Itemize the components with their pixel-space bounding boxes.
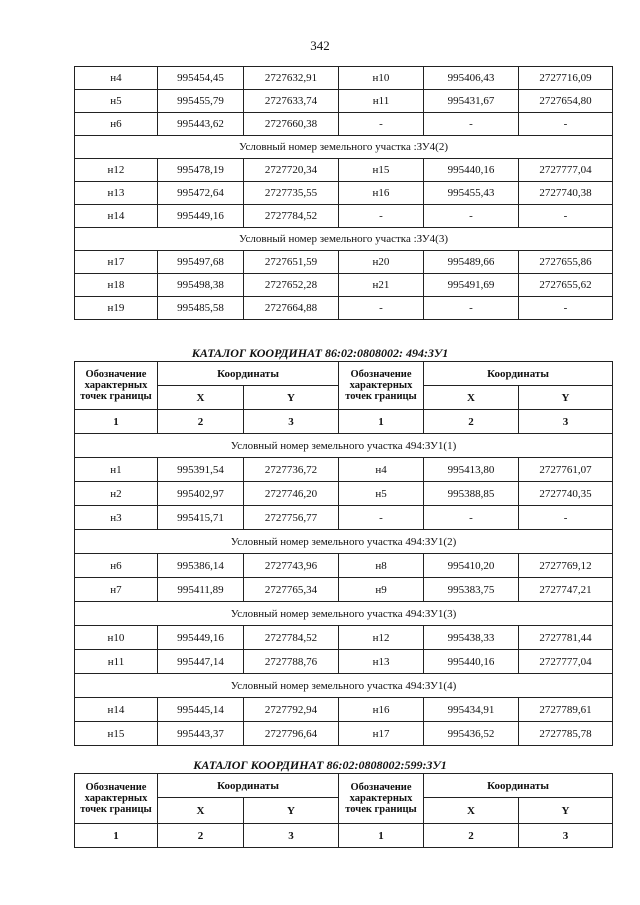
column-number: 3: [244, 824, 339, 848]
point-name-cell: -: [339, 506, 424, 530]
y-coordinate-cell: 2727720,34: [244, 159, 339, 182]
x-coordinate-cell: 995438,33: [424, 626, 519, 650]
y-coordinate-cell: 2727747,21: [519, 578, 613, 602]
x-coordinate-cell: -: [424, 506, 519, 530]
table-row: [75, 578, 613, 602]
section-row: [75, 602, 613, 626]
y-coordinate-cell: 2727632,91: [244, 67, 339, 90]
point-name-cell: -: [339, 297, 424, 320]
point-name-cell: н9: [339, 578, 424, 602]
column-number: 3: [519, 410, 613, 434]
column-number: 2: [424, 824, 519, 848]
point-name-cell: н15: [339, 159, 424, 182]
y-coordinate-cell: 2727716,09: [519, 67, 613, 90]
point-name-cell: н5: [75, 90, 158, 113]
header-coordinates: Координаты: [424, 362, 613, 386]
x-coordinate-cell: -: [424, 205, 519, 228]
x-coordinate-cell: 995454,45: [158, 67, 244, 90]
point-name-cell: н18: [75, 274, 158, 297]
y-coordinate-cell: 2727761,07: [519, 458, 613, 482]
table-row: [75, 205, 613, 228]
x-coordinate-cell: 995431,67: [424, 90, 519, 113]
point-name-cell: н16: [339, 698, 424, 722]
page-number: 342: [310, 38, 330, 53]
table-row: [75, 722, 613, 746]
header-y: Y: [519, 798, 613, 824]
x-coordinate-cell: 995443,37: [158, 722, 244, 746]
coordinates-table-continued: [74, 66, 613, 320]
point-name-cell: н7: [75, 578, 158, 602]
header-x: X: [424, 386, 519, 410]
x-coordinate-cell: 995388,85: [424, 482, 519, 506]
section-row: [75, 434, 613, 458]
header-coordinates: Координаты: [424, 774, 613, 798]
y-coordinate-cell: 2727784,52: [244, 626, 339, 650]
table-row: [75, 554, 613, 578]
x-coordinate-cell: 995449,16: [158, 626, 244, 650]
x-coordinate-cell: 995410,20: [424, 554, 519, 578]
x-coordinate-cell: 995445,14: [158, 698, 244, 722]
x-coordinate-cell: 995406,43: [424, 67, 519, 90]
catalog-title-599: КАТАЛОГ КООРДИНАТ 86:02:0808002:599:ЗУ1: [193, 758, 447, 772]
x-coordinate-cell: -: [424, 113, 519, 136]
y-coordinate-cell: 2727660,38: [244, 113, 339, 136]
point-name-cell: -: [339, 205, 424, 228]
table-row: [75, 113, 613, 136]
table-row: [75, 650, 613, 674]
point-name-cell: н16: [339, 182, 424, 205]
x-coordinate-cell: 995391,54: [158, 458, 244, 482]
header-x: X: [424, 798, 519, 824]
table-row: [75, 458, 613, 482]
header-y: Y: [244, 798, 339, 824]
table-row: [75, 626, 613, 650]
column-number: 3: [519, 824, 613, 848]
x-coordinate-cell: 995472,64: [158, 182, 244, 205]
header-point-designation: Обозначение характерных точек границы: [75, 362, 158, 410]
point-name-cell: н8: [339, 554, 424, 578]
point-name-cell: н17: [339, 722, 424, 746]
column-number: 1: [339, 824, 424, 848]
y-coordinate-cell: 2727740,35: [519, 482, 613, 506]
catalog-title-494: КАТАЛОГ КООРДИНАТ 86:02:0808002: 494:ЗУ1: [191, 346, 449, 360]
point-name-cell: н19: [75, 297, 158, 320]
column-number: 1: [75, 824, 158, 848]
point-name-cell: н17: [75, 251, 158, 274]
y-coordinate-cell: 2727796,64: [244, 722, 339, 746]
y-coordinate-cell: 2727784,52: [244, 205, 339, 228]
y-coordinate-cell: 2727756,77: [244, 506, 339, 530]
y-coordinate-cell: 2727654,80: [519, 90, 613, 113]
point-name-cell: н5: [339, 482, 424, 506]
x-coordinate-cell: 995455,43: [424, 182, 519, 205]
point-name-cell: н14: [75, 205, 158, 228]
y-coordinate-cell: 2727792,94: [244, 698, 339, 722]
x-coordinate-cell: 995440,16: [424, 159, 519, 182]
y-coordinate-cell: 2727777,04: [519, 159, 613, 182]
parcel-section-label: Условный номер земельного участка 494:ЗУ1(3): [75, 602, 613, 626]
point-name-cell: н6: [75, 554, 158, 578]
point-name-cell: н4: [75, 67, 158, 90]
y-coordinate-cell: 2727785,78: [519, 722, 613, 746]
x-coordinate-cell: 995413,80: [424, 458, 519, 482]
point-name-cell: н2: [75, 482, 158, 506]
table-row: [75, 506, 613, 530]
coordinates-table-494: [74, 361, 613, 746]
y-coordinate-cell: 2727633,74: [244, 90, 339, 113]
point-name-cell: н6: [75, 113, 158, 136]
parcel-section-label: Условный номер земельного участка 494:ЗУ1(2): [75, 530, 613, 554]
header-y: Y: [519, 386, 613, 410]
point-name-cell: н4: [339, 458, 424, 482]
column-number: 3: [244, 410, 339, 434]
x-coordinate-cell: 995436,52: [424, 722, 519, 746]
parcel-section-label: Условный номер земельного участка 494:ЗУ1(4): [75, 674, 613, 698]
parcel-section-label: Условный номер земельного участка :ЗУ4(2): [75, 136, 613, 159]
y-coordinate-cell: 2727735,55: [244, 182, 339, 205]
table-row: [75, 274, 613, 297]
point-name-cell: н1: [75, 458, 158, 482]
point-name-cell: н13: [339, 650, 424, 674]
y-coordinate-cell: 2727651,59: [244, 251, 339, 274]
y-coordinate-cell: 2727652,28: [244, 274, 339, 297]
point-name-cell: н12: [339, 626, 424, 650]
table-row: [75, 182, 613, 205]
section-row: [75, 228, 613, 251]
y-coordinate-cell: -: [519, 205, 613, 228]
x-coordinate-cell: 995386,14: [158, 554, 244, 578]
y-coordinate-cell: 2727781,44: [519, 626, 613, 650]
header-x: X: [158, 386, 244, 410]
header-coordinates: Координаты: [158, 362, 339, 386]
table-row: [75, 159, 613, 182]
y-coordinate-cell: 2727765,34: [244, 578, 339, 602]
section-row: [75, 674, 613, 698]
section-row: [75, 136, 613, 159]
header-x: X: [158, 798, 244, 824]
table-row: [75, 251, 613, 274]
y-coordinate-cell: 2727655,86: [519, 251, 613, 274]
point-name-cell: н11: [339, 90, 424, 113]
table-row: [75, 482, 613, 506]
x-coordinate-cell: 995447,14: [158, 650, 244, 674]
header-point-designation: Обозначение характерных точек границы: [339, 362, 424, 410]
y-coordinate-cell: 2727777,04: [519, 650, 613, 674]
coordinates-table-599: [74, 773, 613, 848]
x-coordinate-cell: 995402,97: [158, 482, 244, 506]
header-point-designation: Обозначение характерных точек границы: [75, 774, 158, 824]
y-coordinate-cell: 2727788,76: [244, 650, 339, 674]
y-coordinate-cell: -: [519, 297, 613, 320]
point-name-cell: н15: [75, 722, 158, 746]
point-name-cell: н10: [339, 67, 424, 90]
point-name-cell: н12: [75, 159, 158, 182]
x-coordinate-cell: 995497,68: [158, 251, 244, 274]
column-number: 2: [424, 410, 519, 434]
x-coordinate-cell: 995449,16: [158, 205, 244, 228]
x-coordinate-cell: -: [424, 297, 519, 320]
y-coordinate-cell: 2727655,62: [519, 274, 613, 297]
point-name-cell: -: [339, 113, 424, 136]
y-coordinate-cell: -: [519, 113, 613, 136]
parcel-section-label: Условный номер земельного участка 494:ЗУ1(1): [75, 434, 613, 458]
x-coordinate-cell: 995443,62: [158, 113, 244, 136]
point-name-cell: н3: [75, 506, 158, 530]
parcel-section-label: Условный номер земельного участка :ЗУ4(3): [75, 228, 613, 251]
column-number: 1: [75, 410, 158, 434]
header-point-designation: Обозначение характерных точек границы: [339, 774, 424, 824]
column-number: 2: [158, 410, 244, 434]
table-row: [75, 297, 613, 320]
section-row: [75, 530, 613, 554]
point-name-cell: н10: [75, 626, 158, 650]
x-coordinate-cell: 995411,89: [158, 578, 244, 602]
x-coordinate-cell: 995485,58: [158, 297, 244, 320]
x-coordinate-cell: 995415,71: [158, 506, 244, 530]
x-coordinate-cell: 995491,69: [424, 274, 519, 297]
y-coordinate-cell: 2727740,38: [519, 182, 613, 205]
x-coordinate-cell: 995478,19: [158, 159, 244, 182]
x-coordinate-cell: 995440,16: [424, 650, 519, 674]
point-name-cell: н13: [75, 182, 158, 205]
y-coordinate-cell: 2727743,96: [244, 554, 339, 578]
x-coordinate-cell: 995455,79: [158, 90, 244, 113]
y-coordinate-cell: 2727664,88: [244, 297, 339, 320]
y-coordinate-cell: -: [519, 506, 613, 530]
y-coordinate-cell: 2727736,72: [244, 458, 339, 482]
x-coordinate-cell: 995489,66: [424, 251, 519, 274]
header-y: Y: [244, 386, 339, 410]
x-coordinate-cell: 995434,91: [424, 698, 519, 722]
y-coordinate-cell: 2727769,12: [519, 554, 613, 578]
column-number: 2: [158, 824, 244, 848]
point-name-cell: н20: [339, 251, 424, 274]
point-name-cell: н21: [339, 274, 424, 297]
table-row: [75, 698, 613, 722]
column-number: 1: [339, 410, 424, 434]
y-coordinate-cell: 2727789,61: [519, 698, 613, 722]
table-row: [75, 67, 613, 90]
x-coordinate-cell: 995498,38: [158, 274, 244, 297]
table-row: [75, 90, 613, 113]
header-coordinates: Координаты: [158, 774, 339, 798]
point-name-cell: н11: [75, 650, 158, 674]
x-coordinate-cell: 995383,75: [424, 578, 519, 602]
y-coordinate-cell: 2727746,20: [244, 482, 339, 506]
point-name-cell: н14: [75, 698, 158, 722]
